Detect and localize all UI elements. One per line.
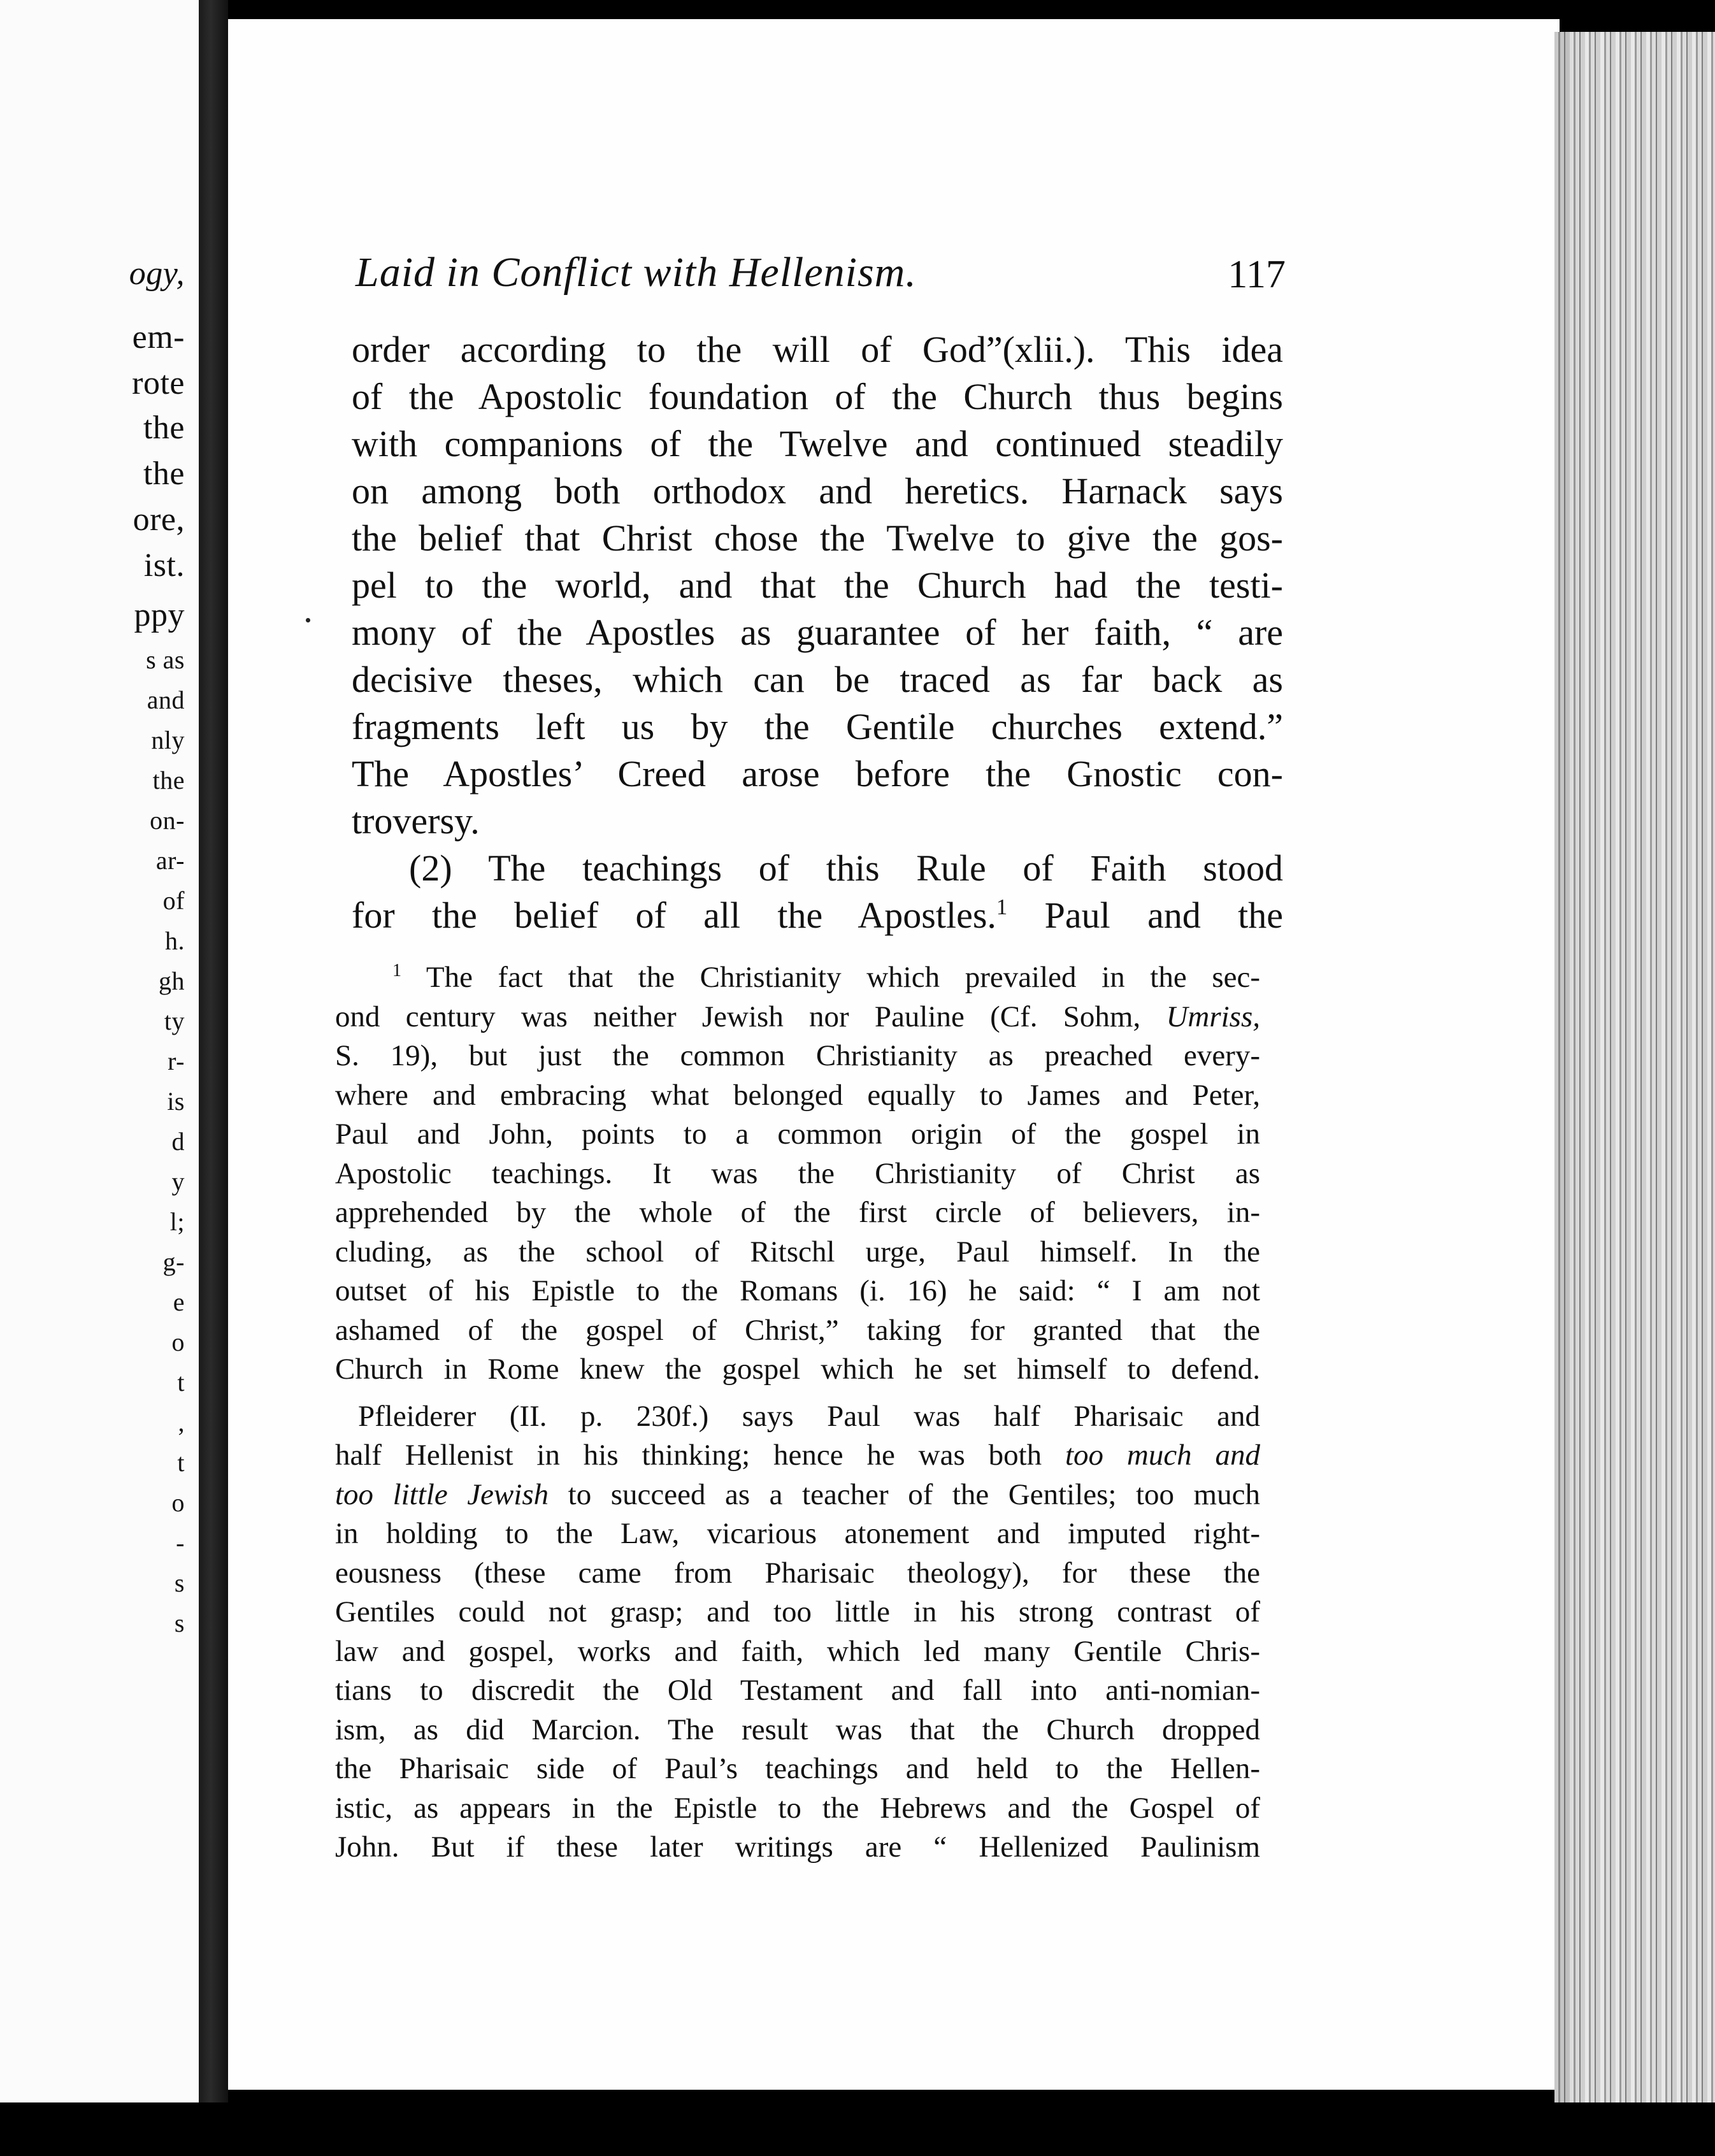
footnote-line	[335, 958, 1260, 998]
previous-page-line: ,	[178, 1408, 185, 1437]
previous-page-line: ist.	[143, 547, 185, 584]
running-title: Laid in Conflict with Hellenism.	[355, 249, 917, 296]
body-line-with-note	[352, 892, 1283, 939]
previous-page-line: of	[162, 886, 185, 915]
book-gutter	[199, 0, 228, 2156]
previous-page-line: -	[176, 1528, 185, 1557]
footnote-line: outset of his Epistle to the Romans (i. 16) he said: “ I am not	[335, 1274, 1260, 1307]
previous-page-line: d	[171, 1127, 185, 1156]
previous-page-line: t	[177, 1368, 185, 1397]
previous-page-line: the	[152, 766, 185, 794]
margin-dot	[306, 618, 310, 622]
main-text	[352, 326, 1283, 939]
body-line: pel to the world, and that the Church had the testi-	[352, 564, 1283, 606]
previous-page-line: gh	[159, 967, 185, 995]
previous-page-fragment	[0, 0, 199, 2156]
footnote-line: in holding to the Law, vicarious atonement and imputed right-	[335, 1517, 1260, 1550]
footnote-text: The fact that the Christianity which prevailed in the sec-	[426, 961, 1260, 994]
body-line: (2) The teachings of this Rule of Faith stood	[409, 847, 1283, 889]
previous-page-line: on-	[150, 806, 185, 835]
footnote-line: istic, as appears in the Epistle to the Hebrews and the Gospel of	[335, 1791, 1260, 1825]
body-line: order according to the will of God”(xlii.). This idea	[352, 329, 1283, 370]
footnote-text: half Hellenist in his thinking; hence he was both	[335, 1439, 1042, 1472]
previous-page-line: g-	[162, 1247, 185, 1276]
previous-page-line: y	[171, 1167, 185, 1196]
body-text-fragment: Paul and the	[1044, 895, 1284, 936]
footnote-line: cluding, as the school of Ritschl urge, Paul himself. In the	[335, 1235, 1260, 1268]
previous-page-line: the	[143, 410, 185, 446]
running-head	[355, 248, 1286, 306]
previous-page-line: e	[173, 1288, 185, 1316]
body-line: The Apostles’ Creed arose before the Gnostic con-	[352, 753, 1283, 794]
body-line: on among both orthodox and heretics. Harnack says	[352, 470, 1283, 512]
previous-page-line: ore,	[133, 501, 185, 538]
footnote-line: law and gospel, works and faith, which led many Gentile Chris-	[335, 1634, 1260, 1668]
footnote-italic: too little Jewish	[335, 1477, 549, 1511]
previous-page-line: em-	[132, 319, 185, 356]
footnote-line: Church in Rome knew the gospel which he set himself to defend.	[335, 1353, 1260, 1386]
previous-page-line: o	[171, 1328, 185, 1356]
page-edge-shadow	[1554, 32, 1580, 2156]
footnote-line: tians to discredit the Old Testament and fall into anti-nomian-	[335, 1674, 1260, 1707]
footnote-line: apprehended by the whole of the first circle of believers, in-	[335, 1196, 1260, 1229]
previous-page-line: the	[143, 456, 185, 492]
previous-page-line: s	[174, 1609, 185, 1637]
footnote-text: ond century was neither Jewish nor Pauline (Cf. Sohm,	[335, 1000, 1141, 1033]
footnotes	[335, 958, 1260, 1867]
previous-page-line: t	[177, 1448, 185, 1477]
body-line: decisive theses, which can be traced as far back as	[352, 659, 1283, 700]
footnote-line: John. But if these later writings are “ Hellenized Paulinism	[335, 1830, 1260, 1864]
previous-page-line: ogy,	[129, 255, 185, 292]
scan-border	[0, 2102, 1715, 2156]
footnote-line: Paul and John, points to a common origin of the gospel in	[335, 1118, 1260, 1151]
footnote-line: ism, as did Marcion. The result was that the Church dropped	[335, 1713, 1260, 1746]
page-number: 117	[1228, 253, 1286, 296]
footnote-marker: 1	[392, 961, 402, 981]
previous-page-line: h.	[165, 926, 185, 955]
footnote-italic: too much and	[1065, 1439, 1261, 1472]
previous-page-line: ppy	[134, 597, 185, 633]
body-line: fragments left us by the Gentile churches extend.”	[352, 706, 1283, 747]
footnote-line	[335, 998, 1260, 1037]
footnote-line: S. 19), but just the common Christianity as preached every-	[335, 1039, 1260, 1072]
body-text-fragment: for the belief of all the Apostles.	[352, 895, 996, 936]
footnote-line	[335, 1476, 1260, 1515]
previous-page-line: o	[171, 1488, 185, 1517]
previous-page-line: rote	[132, 365, 185, 401]
footnote-line: Apostolic teachings. It was the Christianity of Christ as	[335, 1156, 1260, 1190]
footnote-line: the Pharisaic side of Paul’s teachings and held to the Hellen-	[335, 1752, 1260, 1785]
previous-page-line: nly	[151, 726, 185, 754]
footnote-line: Gentiles could not grasp; and too little in his strong contrast of	[335, 1595, 1260, 1628]
previous-page-line: l;	[169, 1207, 185, 1236]
previous-page-line: and	[147, 686, 185, 714]
previous-page-line: ar-	[155, 846, 185, 875]
footnote-text: to succeed as a teacher of the Gentiles; too much	[568, 1477, 1260, 1511]
footnote-line: eousness (these came from Pharisaic theology), for these the	[335, 1556, 1260, 1590]
previous-page-line: ty	[164, 1007, 185, 1035]
previous-page-line: is	[167, 1087, 185, 1116]
footnote-line: Pfleiderer (II. p. 230f.) says Paul was half Pharisaic and	[358, 1399, 1260, 1433]
body-line: with companions of the Twelve and continued steadily	[352, 423, 1283, 464]
body-line: troversy.	[352, 800, 480, 842]
previous-page-line: s as	[146, 645, 185, 674]
footnote-line: ashamed of the gospel of Christ,” taking for granted that the	[335, 1313, 1260, 1347]
footnote-line	[335, 1436, 1260, 1476]
body-line: mony of the Apostles as guarantee of her faith, “ are	[352, 612, 1283, 653]
previous-page-line: s	[174, 1569, 185, 1597]
body-line: the belief that Christ chose the Twelve to give the gos-	[352, 517, 1283, 559]
footnote-line: where and embracing what belonged equally to James and Peter,	[335, 1078, 1260, 1112]
footnote-italic: Umriss,	[1166, 1000, 1261, 1033]
body-line: of the Apostolic foundation of the Church thus begins	[352, 376, 1283, 417]
previous-page-line: r-	[168, 1047, 185, 1075]
footnote-reference: 1	[996, 895, 1008, 920]
